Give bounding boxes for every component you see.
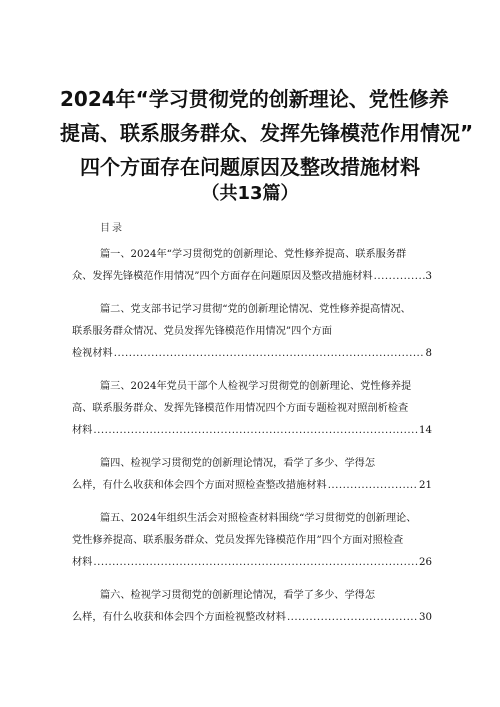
toc-heading: 目录	[100, 223, 124, 234]
toc-leader-dots	[328, 475, 418, 497]
toc-entry-text: 众、发挥先锋模范作用情况”四个方面存在问题原因及整改措施材料	[72, 271, 373, 282]
toc-page-number: 3	[425, 271, 432, 282]
toc-entry-text: 篇四、检视学习贯彻党的创新理论情况，看学了多少、学得怎	[100, 458, 376, 469]
toc-entry-2[interactable]	[72, 299, 432, 365]
toc-entry-3[interactable]	[72, 376, 432, 442]
table-of-contents	[72, 244, 432, 640]
toc-entry-text: 么样，有什么收获和体会四个方面检视整改材料	[72, 612, 286, 623]
toc-entry-text: 高、联系服务群众、发挥先锋模范作用情况四个方面专题检视对照剖析检查	[72, 403, 409, 414]
toc-page-number: 14	[419, 425, 432, 436]
toc-entry-text: 么样，有什么收获和体会四个方面对照检查整改措施材料	[72, 480, 327, 491]
toc-entry-text: 党性修养提高、联系服务群众、党员发挥先锋模范作用”四个方面对照检查	[72, 535, 404, 546]
toc-entry-text: 篇二、党支部书记学习贯彻“党的创新理论情况、党性修养提高情况、	[100, 304, 411, 315]
toc-entry-5[interactable]	[72, 508, 432, 574]
toc-leader-dots	[93, 420, 418, 442]
toc-entry-6[interactable]	[72, 585, 432, 629]
toc-entry-1[interactable]	[72, 244, 432, 288]
toc-entry-text: 联系服务群众情况、党员发挥先锋模范作用情况”四个方面	[72, 326, 332, 337]
toc-entry-text: 检视材料	[72, 348, 113, 359]
toc-leader-dots	[114, 343, 425, 365]
document-title	[60, 82, 474, 184]
toc-page-number: 21	[419, 480, 432, 491]
title-line: 2024年“学习贯彻党的创新理论、党性修养	[60, 87, 449, 111]
document-subtitle: （共13篇）	[201, 183, 299, 204]
toc-entry-text: 篇五、2024年组织生活会对照检查材料围绕“学习贯彻党的创新理论、	[100, 513, 417, 524]
toc-page-number: 26	[419, 557, 432, 568]
toc-leader-dots	[93, 552, 418, 574]
toc-entry-text: 篇六、检视学习贯彻党的创新理论情况，看学了多少、学得怎	[100, 590, 376, 601]
title-line: 四个方面存在问题原因及整改措施材料	[80, 155, 420, 179]
toc-entry-text: 材料	[72, 557, 93, 568]
toc-entry-text: 材料	[72, 425, 93, 436]
title-line: 提高、联系服务群众、发挥先锋模范作用情况”	[60, 121, 474, 145]
toc-page-number: 8	[425, 348, 432, 359]
toc-entry-4[interactable]	[72, 453, 432, 497]
toc-leader-dots	[287, 607, 418, 629]
toc-page-number: 30	[419, 612, 432, 623]
toc-entry-text: 篇三、2024年党员干部个人检视学习贯彻党的创新理论、党性修养提	[100, 381, 412, 392]
toc-leader-dots	[374, 266, 425, 288]
toc-entry-text: 篇一、2024年“学习贯彻党的创新理论、党性修养提高、联系服务群	[100, 249, 407, 260]
